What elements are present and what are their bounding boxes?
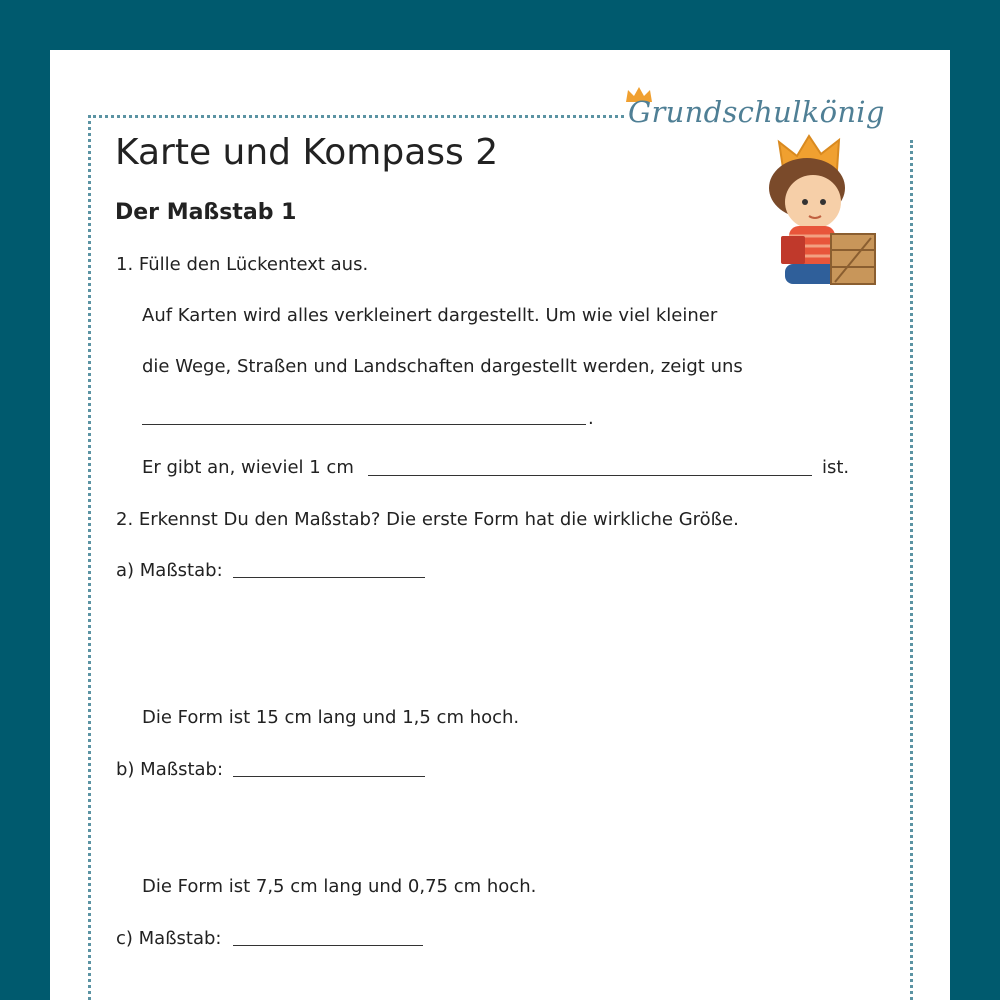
page-title: Karte und Kompass 2 xyxy=(115,132,499,173)
task2-heading: 2. Erkennst Du den Maßstab? Die erste Form hat die wirkliche Größe. xyxy=(116,509,739,530)
dotted-border-left xyxy=(88,115,91,1000)
task2b-label: b) Maßstab: xyxy=(116,759,224,780)
dotted-border-top xyxy=(88,115,624,118)
task1-heading: 1. Fülle den Lückentext aus. xyxy=(116,254,369,275)
task2c-answer-blank[interactable] xyxy=(233,945,423,946)
task1-text-line4: Er gibt an, wieviel 1 cm xyxy=(142,457,354,478)
task2a-description: Die Form ist 15 cm lang und 1,5 cm hoch. xyxy=(142,707,520,728)
task2c-label: c) Maßstab: xyxy=(116,928,222,949)
task1-text-line4-end: ist. xyxy=(822,457,850,478)
answer-blank-measure[interactable] xyxy=(142,424,586,425)
task1-blank-end: . xyxy=(588,408,594,429)
task2a-answer-blank[interactable] xyxy=(233,577,425,578)
task2a-label: a) Maßstab: xyxy=(116,560,223,581)
brand-logo: Grundschulkönig xyxy=(628,95,885,129)
task1-text-line2: die Wege, Straßen und Landschaften dargestellt werden, zeigt uns xyxy=(142,356,743,377)
dotted-border-right xyxy=(910,140,913,1000)
section-title: Der Maßstab 1 xyxy=(115,200,297,225)
task1-text-line1: Auf Karten wird alles verkleinert dargestellt. Um wie viel kleiner xyxy=(142,305,718,326)
answer-blank-reality[interactable] xyxy=(368,475,812,476)
task2b-description: Die Form ist 7,5 cm lang und 0,75 cm hoch. xyxy=(142,876,537,897)
task2b-answer-blank[interactable] xyxy=(233,776,425,777)
boy-with-crown-illustration xyxy=(765,130,880,295)
